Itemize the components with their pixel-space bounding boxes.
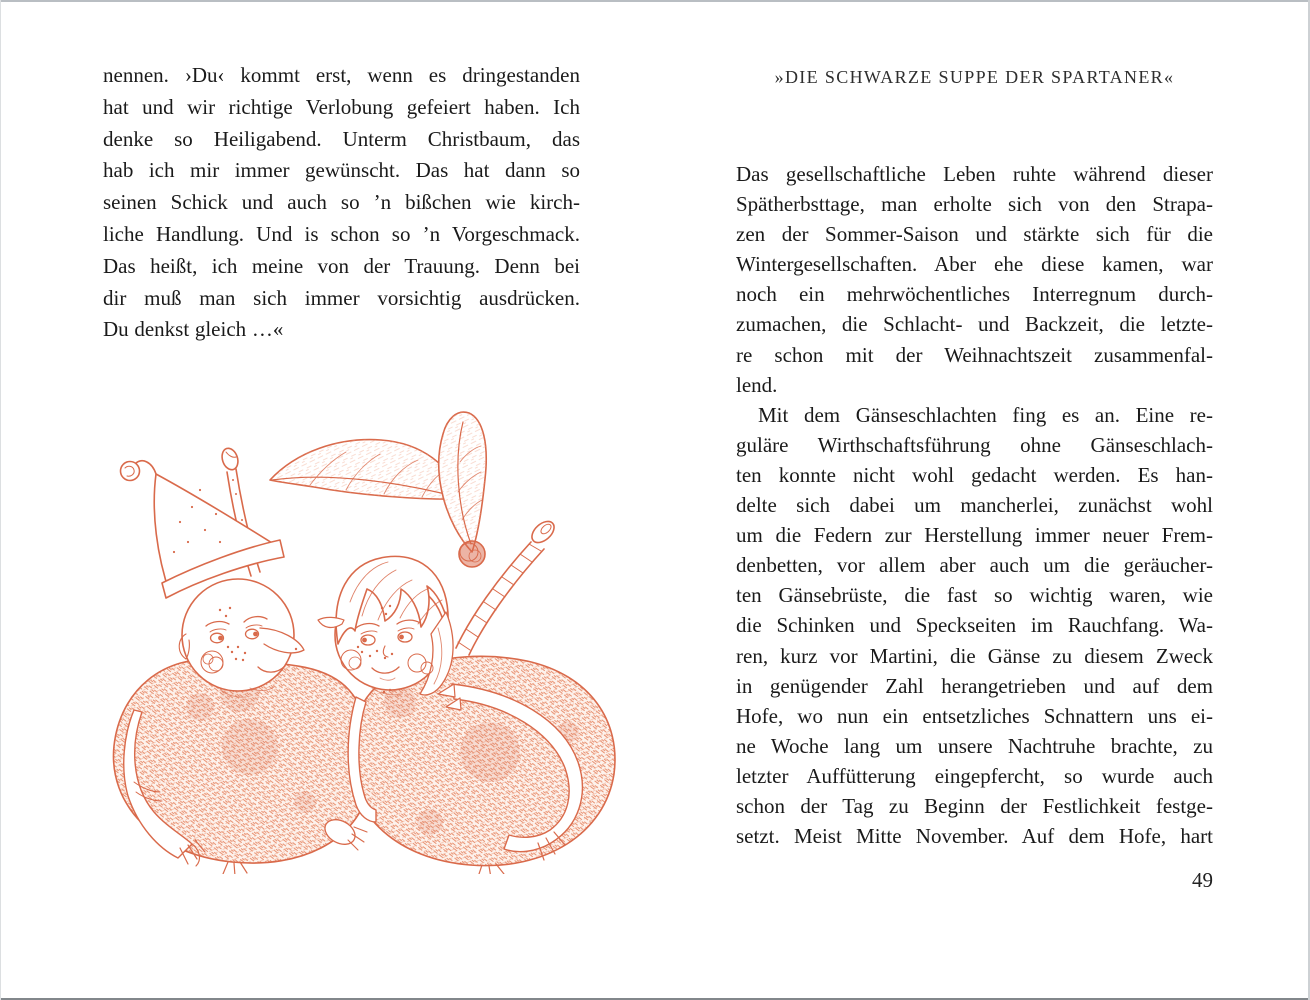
text-line: zumachen, die Schlacht- und Backzeit, die letzte-: [736, 312, 1213, 337]
text-line: ten konnte nicht wohl gedacht werden. Es han-: [736, 462, 1213, 487]
leaf-icon: [270, 440, 463, 500]
text-line: lend.: [736, 372, 778, 397]
text-line: noch ein mehrwöchentliches Interregnum durch-: [736, 282, 1213, 307]
page-number: 49: [1192, 868, 1213, 892]
text-line: zen der Sommer-Saison und stärkte sich für die: [736, 222, 1213, 247]
text-line: Das heißt, ich meine von der Trauung. Denn bei: [103, 253, 580, 278]
text-line: ren, kurz vor Martini, die Gänse zu diesem Zweck: [736, 643, 1213, 668]
text-line: hat und wir richtige Verlobung gefeiert haben. Ich: [103, 94, 580, 119]
text-line: setzt. Meist Mitte November. Auf dem Hofe, hart: [736, 824, 1213, 849]
text-line: nennen. ›Du‹ kommt erst, wenn es dringestanden: [103, 63, 580, 87]
text-line: hab ich mir immer gewünscht. Das hat dann so: [103, 158, 580, 183]
illustration-cherry-children: [100, 402, 620, 874]
text-line: liche Handlung. Und is schon so ’n Vorgeschmack.: [103, 221, 580, 246]
page-edge-left: [0, 0, 1, 1000]
text-line: seinen Schick und auch so ’n bißchen wie kirch-: [103, 190, 580, 215]
leaf-icon-2: [439, 412, 486, 552]
right-page-text: [736, 159, 1213, 851]
berry-icon: [459, 541, 485, 567]
text-line: ne Woche lang um unsere Nachtruhe brachte, zu: [736, 733, 1213, 758]
text-line: letzter Auffütterung eingepfercht, so wurde auch: [736, 763, 1213, 788]
text-line: Du denkst gleich …«: [103, 317, 284, 342]
text-line: schon der Tag zu Beginn der Festlichkeit festge-: [736, 793, 1213, 818]
text-line: Spätherbsttage, man erholte sich von den Strapa-: [736, 192, 1213, 217]
text-line: denke so Heiligabend. Unterm Christbaum, das: [103, 126, 580, 151]
text-line: Mit dem Gänseschlachten fing es an. Eine re-: [758, 402, 1213, 427]
text-line: Das gesellschaftliche Leben ruhte während dieser: [736, 162, 1213, 186]
text-line: ten Gänsebrüste, die fast so wichtig waren, wie: [736, 583, 1213, 608]
text-line: re schon mit der Weihnachtszeit zusammenfal-: [736, 342, 1213, 367]
text-line: dir muß man sich immer vorsichtig ausdrücken.: [103, 285, 580, 310]
page-edge-top: [0, 0, 1310, 2]
text-line: Hofe, wo nun ein entsetzliches Schnattern uns ei-: [736, 703, 1213, 728]
text-line: Wintergesellschaften. Aber ehe diese kamen, war: [736, 252, 1213, 277]
text-line: in genügender Zahl herangetrieben und auf dem: [736, 673, 1213, 698]
text-line: die Schinken und Speckseiten im Rauchfang. Wa-: [736, 613, 1213, 638]
text-line: delte sich dabei um mancherlei, zunächst wohl: [736, 493, 1213, 518]
text-line: guläre Wirthschaftsführung ohne Gänseschlach-: [736, 432, 1213, 457]
pointed-cap-icon: [121, 461, 285, 598]
chapter-heading: »DIE SCHWARZE SUPPE DER SPARTANER«: [774, 67, 1175, 87]
text-line: denbetten, vor allem aber auch um die geräucher-: [736, 553, 1213, 578]
text-line: um die Federn zur Herstellung immer neuer Frem-: [736, 523, 1213, 548]
left-page-text: [103, 60, 580, 346]
